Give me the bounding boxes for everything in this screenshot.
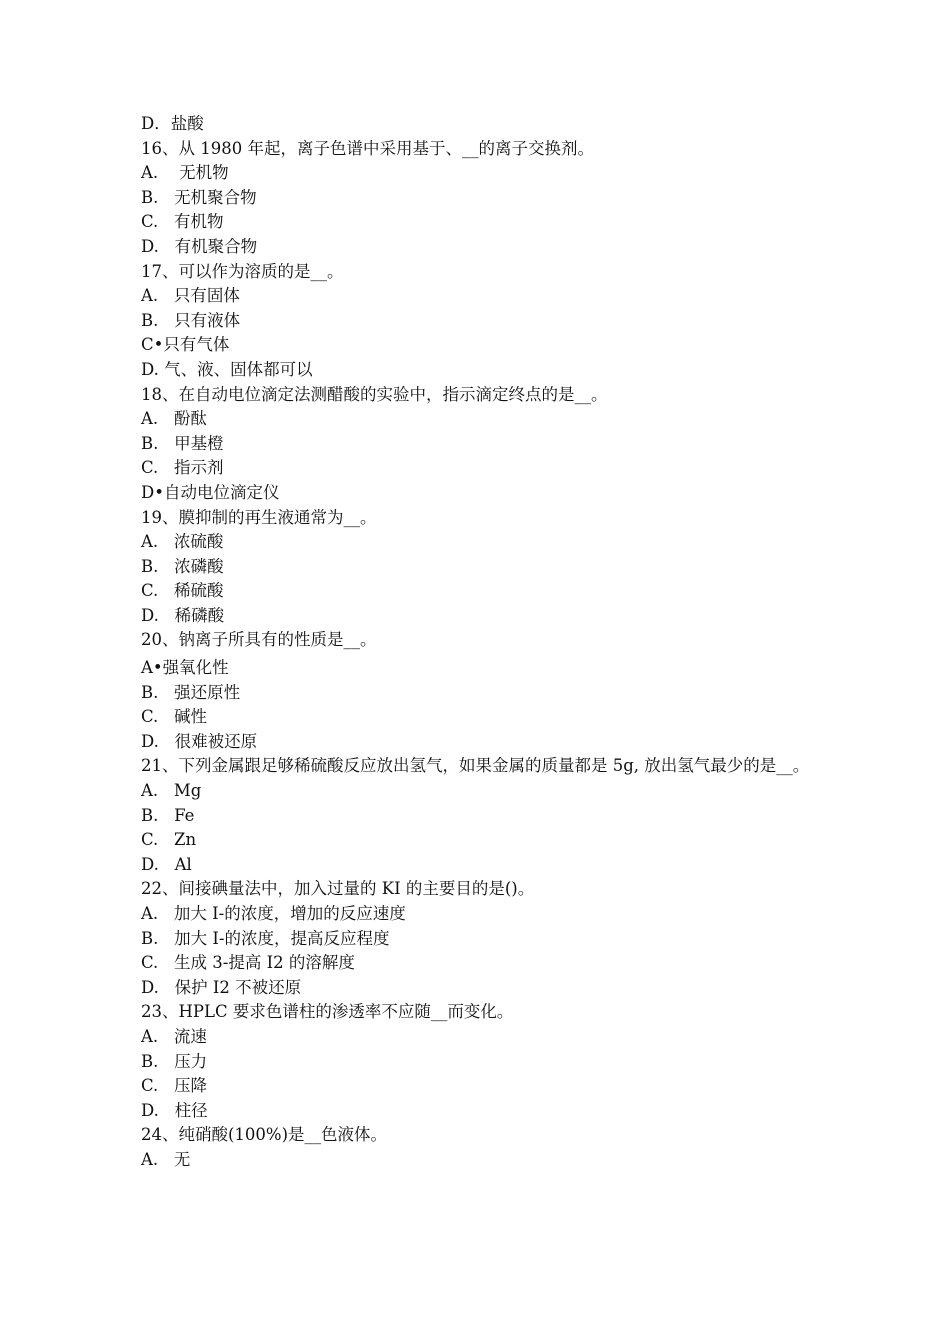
option-c-23: C. 压降 bbox=[141, 1076, 208, 1096]
option-d-19: D. 稀磷酸 bbox=[141, 605, 225, 625]
option-c-18: C. 指示剂 bbox=[141, 458, 224, 478]
option-a-23: A. 流速 bbox=[141, 1026, 207, 1046]
option-a-24: A. 无 bbox=[141, 1149, 191, 1169]
question-20: 20、钠离子所具有的性质是__。 bbox=[141, 630, 377, 650]
option-d-15: D．盐酸 bbox=[141, 114, 204, 133]
option-d-23: D. 柱径 bbox=[141, 1100, 208, 1120]
option-d-20: D. 很难被还原 bbox=[141, 731, 258, 751]
option-b-19: B. 浓磷酸 bbox=[141, 556, 224, 576]
option-d-16: D. 有机聚合物 bbox=[141, 236, 258, 256]
option-b-17: B. 只有液体 bbox=[141, 310, 241, 330]
question-24: 24、纯硝酸(100%)是__色液体。 bbox=[141, 1125, 388, 1145]
option-c-21: C. Zn bbox=[141, 830, 197, 850]
option-c-16: C. 有机物 bbox=[141, 212, 224, 232]
option-d-17: D. 气、液、固体都可以 bbox=[141, 359, 313, 379]
question-19: 19、膜抑制的再生液通常为__。 bbox=[141, 507, 377, 527]
question-21: 21、下列金属跟足够稀硫酸反应放出氢气，如果金属的质量都是 5g, 放出氢气最少的是__。 bbox=[141, 756, 810, 776]
document-page bbox=[141, 112, 811, 1173]
option-b-23: B. 压力 bbox=[141, 1051, 208, 1071]
option-d-22: D. 保护 I2 不被还原 bbox=[141, 977, 302, 997]
option-c-17: C•只有气体 bbox=[141, 335, 230, 355]
option-a-19: A. 浓硫酸 bbox=[141, 532, 224, 552]
option-b-21: B. Fe bbox=[141, 805, 195, 825]
question-18: 18、在自动电位滴定法测醋酸的实验中，指示滴定终点的是__。 bbox=[141, 384, 608, 404]
option-b-16: B. 无机聚合物 bbox=[141, 187, 257, 207]
question-17: 17、可以作为溶质的是__。 bbox=[141, 261, 344, 281]
option-a-20: A•强氧化性 bbox=[141, 658, 229, 678]
option-c-20: C. 碱性 bbox=[141, 707, 208, 727]
question-22: 22、间接碘量法中，加入过量的 KI 的主要目的是()。 bbox=[141, 879, 535, 899]
option-a-17: A. 只有固体 bbox=[141, 286, 240, 306]
question-16: 16、从 1980 年起，离子色谱中采用基于、__的离子交换剂。 bbox=[141, 138, 594, 158]
question-23: 23、HPLC 要求色谱柱的渗透率不应随__而变化。 bbox=[141, 1002, 514, 1022]
option-a-18: A. 酚酞 bbox=[141, 409, 207, 429]
option-a-21: A. Mg bbox=[141, 781, 202, 801]
option-d-21: D. Al bbox=[141, 854, 192, 874]
option-a-22: A. 加大 I-的浓度，增加的反应速度 bbox=[141, 904, 406, 923]
option-b-22: B. 加大 I-的浓度，提高反应程度 bbox=[141, 928, 390, 948]
option-c-19: C. 稀硫酸 bbox=[141, 581, 224, 601]
option-a-16: A. 无机物 bbox=[141, 163, 229, 183]
option-c-22: C. 生成 3-提高 I2 的溶解度 bbox=[141, 953, 355, 973]
option-d-18: D•自动电位滴定仪 bbox=[141, 482, 280, 502]
option-b-18: B. 甲基橙 bbox=[141, 433, 224, 453]
option-b-20: B. 强还原性 bbox=[141, 682, 241, 702]
